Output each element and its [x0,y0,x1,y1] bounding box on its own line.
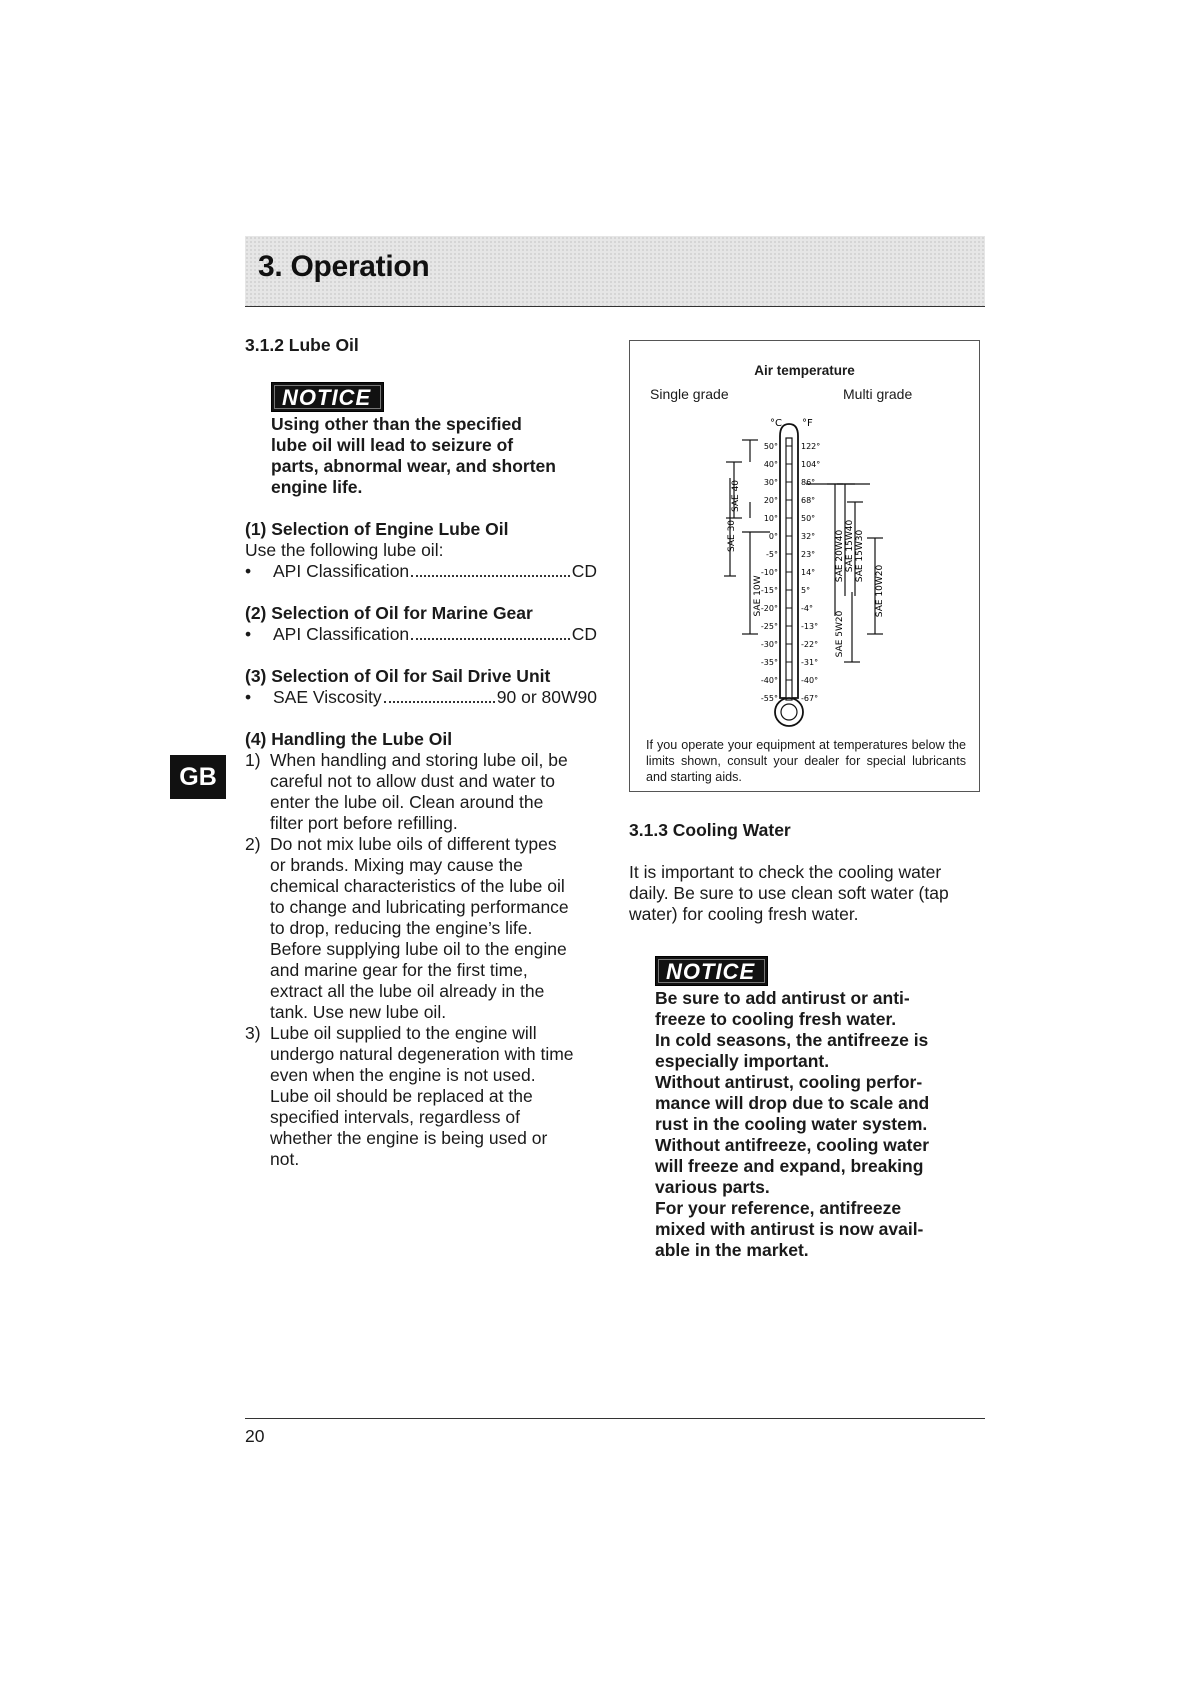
notice-line: mance will drop due to scale and [655,1093,930,1113]
celsius-tick-label: -25° [760,622,778,631]
fahrenheit-tick-label: 32° [801,532,816,541]
grade-label: SAE 5W20 [835,610,845,658]
dot-leader [411,638,570,640]
multi-grade-label: Multi grade [843,386,913,402]
notice-line: various parts. [655,1177,770,1197]
celsius-tick-label: 20° [763,496,778,505]
marine-gear-oil-selection [245,603,597,645]
bullet-label: API Classification [273,561,410,581]
fahrenheit-tick-label: -13° [801,622,819,631]
celsius-tick-label: -20° [760,604,778,613]
chapter-title: 3. Operation [258,250,430,283]
bullet-item [245,561,597,582]
text-line: enter the lube oil. Clean around the [270,792,544,812]
fahrenheit-tick-label: 122° [801,442,821,451]
notice-line: especially important. [655,1051,830,1071]
fahrenheit-tick-label: -67° [801,694,819,703]
thermometer-bore [786,438,792,700]
lube-notice-text [271,414,571,498]
engine-oil-selection [245,519,597,582]
dot-leader [411,575,570,577]
bullet-icon: • [245,687,252,707]
text-line: and marine gear for the first time, [270,960,528,980]
item-number: 2) [245,834,261,854]
notice-badge: NOTICE [271,382,384,412]
notice-badge: NOTICE [655,956,768,986]
page-number: 20 [245,1426,265,1446]
text-line: undergo natural degeneration with time [270,1044,574,1064]
item-text [270,750,597,834]
celsius-tick-label: -40° [760,676,778,685]
sail-drive-oil-selection [245,666,597,708]
text-line: specified intervals, regardless of [270,1107,520,1127]
text-line: daily. Be sure to use clean soft water (tap [629,883,949,903]
text-line: It is important to check the cooling water [629,862,942,882]
single-grade-label: Single grade [650,386,729,402]
fahrenheit-tick-label: 86° [801,478,816,487]
right-column [629,820,981,1261]
grade-label: SAE 10W [753,575,763,617]
grade-label: SAE 15W40 [845,519,855,573]
handling-lube-oil [245,729,597,1170]
fahrenheit-tick-label: 14° [801,568,816,577]
viscosity-chart [630,406,979,736]
celsius-tick-label: -10° [760,568,778,577]
bullet-icon: • [245,561,252,581]
text-line: Before supplying lube oil to the engine [270,939,567,959]
numbered-item [245,834,597,1023]
item-number: 1) [245,750,261,770]
intro-text: Use the following lube oil: [245,540,444,560]
text-line: to change and lubricating performance [270,897,569,917]
figure-caption: If you operate your equipment at temperatures below the limits shown, consult your dealer for special lubricants and starting aids. [646,738,966,784]
item-text [270,1023,597,1170]
text-line: tank. Use new lube oil. [270,1002,447,1022]
fahrenheit-tick-label: 5° [801,586,811,595]
oil-viscosity-figure [629,340,980,792]
notice-line: lube oil will lead to seizure of [271,435,514,455]
notice-line: Without antirust, cooling perfor- [655,1072,923,1092]
text-line: filter port before refilling. [270,813,458,833]
notice-line: In cold seasons, the antifreeze is [655,1030,929,1050]
celsius-tick-label: -55° [760,694,778,703]
language-tab: GB [170,755,226,799]
bullet-label: SAE Viscosity [273,687,382,707]
celsius-unit: °C [770,418,782,429]
header-rule [245,306,985,307]
notice-line: Without antifreeze, cooling water [655,1135,930,1155]
fahrenheit-tick-label: 104° [801,460,821,469]
fahrenheit-tick-label: -4° [801,604,813,613]
grade-label: SAE 30 [727,519,737,553]
fahrenheit-tick-label: 68° [801,496,816,505]
notice-line: will freeze and expand, breaking [655,1156,924,1176]
grade-label: SAE 40 [731,479,741,513]
section-heading-lube-oil: 3.1.2 Lube Oil [245,335,359,355]
footer-rule [245,1418,985,1419]
numbered-item [245,1023,597,1170]
celsius-tick-label: 30° [763,478,778,487]
cooling-notice-text [655,988,955,1261]
item-text [270,834,597,1023]
notice-line: engine life. [271,477,363,497]
celsius-tick-label: -35° [760,658,778,667]
fahrenheit-tick-label: -22° [801,640,819,649]
notice-line: freeze to cooling fresh water. [655,1009,897,1029]
celsius-tick-label: -5° [766,550,778,559]
bullet-icon: • [245,624,252,644]
celsius-tick-label: -15° [760,586,778,595]
bullet-value: CD [571,624,597,644]
text-line: When handling and storing lube oil, be [270,750,568,770]
fahrenheit-unit: °F [802,418,813,429]
subheading: (4) Handling the Lube Oil [245,729,453,749]
bullet-item [245,624,597,645]
celsius-tick-label: -30° [760,640,778,649]
subheading: (1) Selection of Engine Lube Oil [245,519,509,539]
dot-leader [384,701,495,703]
bullet-label: API Classification [273,624,410,644]
fahrenheit-tick-label: -31° [801,658,819,667]
bullet-value: CD [571,561,597,581]
fahrenheit-tick-label: 50° [801,514,816,523]
text-line: water) for cooling fresh water. [629,904,859,924]
notice-line: parts, abnormal wear, and shorten [271,456,556,476]
fahrenheit-tick-label: -40° [801,676,819,685]
celsius-tick-label: 10° [763,514,778,523]
text-line: extract all the lube oil already in the [270,981,545,1001]
thermometer-bulb [775,698,803,726]
grade-label: SAE 15W30 [855,529,865,583]
cooling-body [629,862,981,925]
bullet-item [245,687,597,708]
text-line: not. [270,1149,300,1169]
text-line: or brands. Mixing may cause the [270,855,523,875]
thermometer-bulb-inner [781,704,797,720]
text-line: Do not mix lube oils of different types [270,834,557,854]
celsius-tick-label: 0° [768,532,778,541]
numbered-item [245,750,597,834]
notice-line: rust in the cooling water system. [655,1114,928,1134]
text-line: Lube oil supplied to the engine will [270,1023,537,1043]
notice-line: Using other than the specified [271,414,522,434]
text-line: careful not to allow dust and water to [270,771,556,791]
celsius-tick-label: 50° [763,442,778,451]
figure-title: Air temperature [754,363,855,378]
subheading: (2) Selection of Oil for Marine Gear [245,603,533,623]
grade-label: SAE 20W40 [835,529,845,583]
notice-line: For your reference, antifreeze [655,1198,902,1218]
fahrenheit-tick-label: 23° [801,550,816,559]
left-column [245,335,597,1170]
notice-line: mixed with antirust is now avail- [655,1219,924,1239]
celsius-tick-label: 40° [763,460,778,469]
text-line: chemical characteristics of the lube oil [270,876,565,896]
subheading: (3) Selection of Oil for Sail Drive Unit [245,666,551,686]
notice-line: able in the market. [655,1240,809,1260]
item-number: 3) [245,1023,261,1043]
grade-label: SAE 10W20 [875,564,885,618]
lube-notice-block [271,382,571,498]
text-line: whether the engine is being used or [270,1128,548,1148]
notice-line: Be sure to add antirust or anti- [655,988,910,1008]
section-heading-cooling-water: 3.1.3 Cooling Water [629,820,791,840]
bullet-value: 90 or 80W90 [496,687,597,707]
text-line: even when the engine is not used. [270,1065,536,1085]
cooling-notice-block [655,956,955,1261]
text-line: to drop, reducing the engine’s life. [270,918,533,938]
text-line: Lube oil should be replaced at the [270,1086,533,1106]
